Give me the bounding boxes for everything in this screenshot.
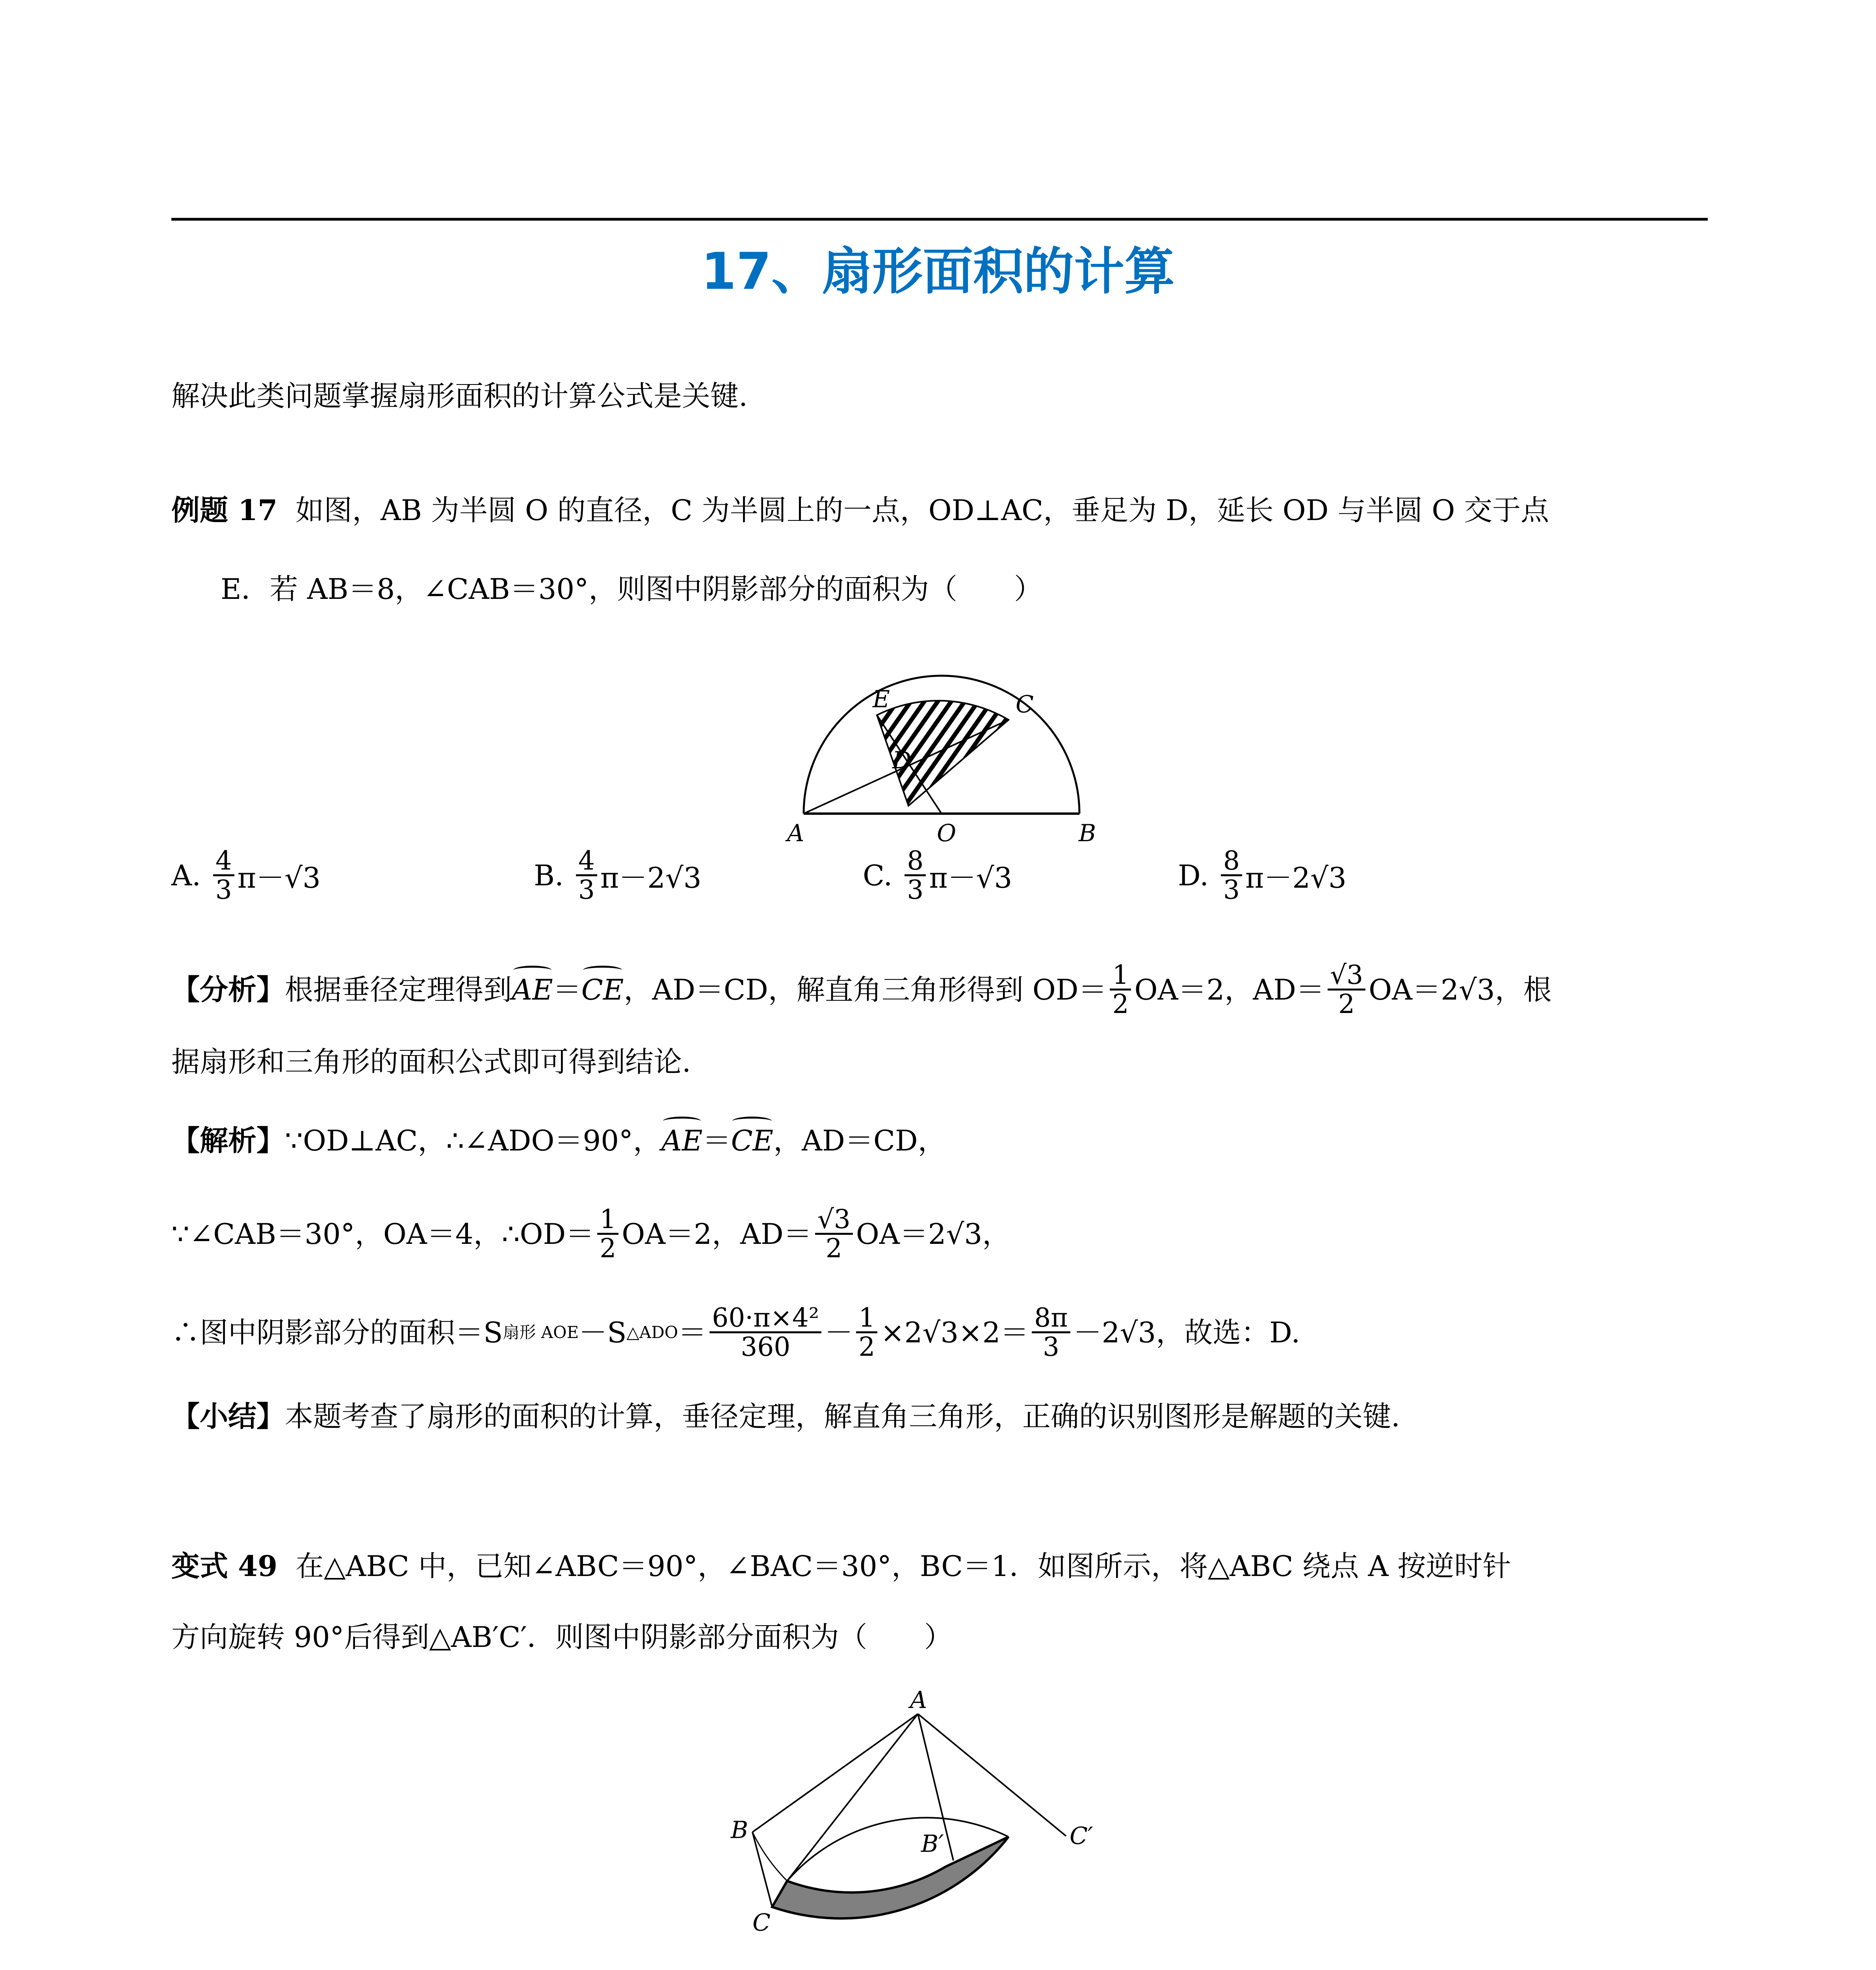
option-letter: C. [863,859,893,892]
option-letter: D. [1178,859,1209,892]
arc-AE: AE [661,1119,703,1162]
segment-AB [752,1714,918,1832]
solution-text: －2√3，故选：D. [1073,1316,1300,1349]
example-summary [171,1395,1708,1438]
shaded-region [772,1837,1009,1918]
option-letter: A. [171,859,201,892]
summary-tag: 【小结】 [171,1399,285,1433]
arc-CE: CE [581,968,624,1011]
analysis-text: OA＝2√3，根 [1369,973,1552,1006]
label-C: C [752,1909,771,1937]
example-stem-text-1: 如图，AB 为半圆 O 的直径，C 为半圆上的一点，OD⊥AC，垂足为 D，延长 OD 与半圆 O 交于点 [295,494,1549,527]
subscript-triangle: △ADO [626,1322,678,1342]
summary-text: 本题考查了扇形的面积的计算，垂径定理，解直角三角形，正确的识别图形是解题的关键. [285,1400,1400,1433]
analysis-text: 根据垂径定理得到 [285,973,512,1006]
label-D: D [892,747,912,774]
example-option-a[interactable] [171,847,321,904]
example-option-c[interactable] [863,847,1012,904]
fraction-sector-area: $\frac{\text{60·π×4²}}{360}$ [710,1304,821,1361]
label-B: B [731,1816,749,1844]
option-rest: π－√3 [237,861,321,894]
semicircle-figure [772,626,1096,847]
solution-text: ∴图中阴影部分的面积＝S [171,1316,503,1349]
equals: ＝ [702,1124,731,1157]
fraction-half: $\frac{1}{2}$ [597,1206,619,1262]
variant-stem-line1 [171,1544,1708,1588]
arc-from-B [752,1832,787,1881]
label-C: C [1016,691,1034,718]
analysis-tag: 【分析】 [171,972,285,1006]
minus: － [825,1316,853,1349]
label-A: A [787,820,804,847]
option-fraction: $\frac{4}{3}$ [213,847,234,904]
example-option-d[interactable] [1178,847,1347,904]
rotation-figure [693,1678,1127,1962]
label-B: B [1079,820,1096,847]
option-rest: π－2√3 [1245,861,1347,894]
page-title: 17、扇形面积的计算 [701,242,1175,301]
header-rule [171,218,1708,221]
example-analysis [171,961,1708,1018]
variant-stem-text-1: 在△ABC 中，已知∠ABC＝90°，∠BAC＝30°，BC＝1．如图所示，将△ABC 绕点 A 按逆时针 [295,1550,1511,1583]
example-label: 例题 17 [171,493,278,527]
fraction-half: $\frac{1}{2}$ [1110,961,1131,1018]
example-stem-line2: E．若 AB＝8，∠CAB＝30°，则图中阴影部分的面积为（ ） [221,572,1043,606]
example-solution-line3 [171,1304,1708,1361]
solution-text: ∵∠CAB＝30°，OA＝4，∴OD＝ [171,1217,594,1251]
analysis-text: OA＝2，AD＝ [1134,973,1325,1006]
option-rest: π－√3 [929,861,1012,894]
label-C-prime: C′ [1070,1822,1093,1850]
solution-tag: 【解析】 [171,1124,285,1157]
option-rest: π－2√3 [600,861,702,894]
segment-BC [752,1832,772,1907]
solution-text: OA＝2，AD＝ [622,1217,812,1251]
example-solution-line1 [171,1119,1708,1162]
option-letter: B. [534,859,564,892]
example-option-b[interactable] [534,847,702,904]
example-solution-line2 [171,1206,1708,1262]
example-stem-line1 [171,489,1708,532]
intro-text: 解决此类问题掌握扇形面积的计算公式是关键. [171,379,748,413]
solution-text: ×2√3×2＝ [880,1316,1029,1349]
solution-text: －S [579,1316,627,1349]
option-fraction: $\frac{8}{3}$ [1221,847,1242,904]
example-analysis-line2: 据扇形和三角形的面积公式即可得到结论. [171,1045,691,1078]
fraction-8pi-3: $\frac{8\pi}{3}$ [1032,1304,1070,1361]
equals: ＝ [553,973,581,1006]
analysis-text: ，AD＝CD，解直角三角形得到 OD＝ [624,973,1107,1006]
arc-AE: AE [512,968,553,1011]
label-O: O [937,820,957,847]
fraction-root3-half: $\frac{√3}{2}$ [815,1206,853,1262]
solution-text: ∵OD⊥AC，∴∠ADO＝90°， [285,1124,661,1157]
solution-text: OA＝2√3， [856,1217,1011,1251]
fraction-half: $\frac{1}{2}$ [856,1304,877,1361]
solution-text: ，AD＝CD， [773,1124,946,1157]
label-B-prime: B′ [921,1830,944,1858]
arc-CE: CE [731,1119,773,1162]
label-A: A [910,1686,927,1714]
equals: ＝ [678,1316,707,1349]
segment-A-arc [787,1714,918,1881]
variant-label: 变式 49 [171,1549,278,1583]
fraction-root3-half: $\frac{√3}{2}$ [1328,961,1365,1018]
variant-stem-line2: 方向旋转 90°后得到△AB′C′．则图中阴影部分面积为（ ） [171,1621,953,1654]
subscript-sector: 扇形 AOE [503,1322,579,1342]
label-E: E [873,686,890,713]
option-fraction: $\frac{8}{3}$ [905,847,926,904]
option-fraction: $\frac{4}{3}$ [576,847,597,904]
